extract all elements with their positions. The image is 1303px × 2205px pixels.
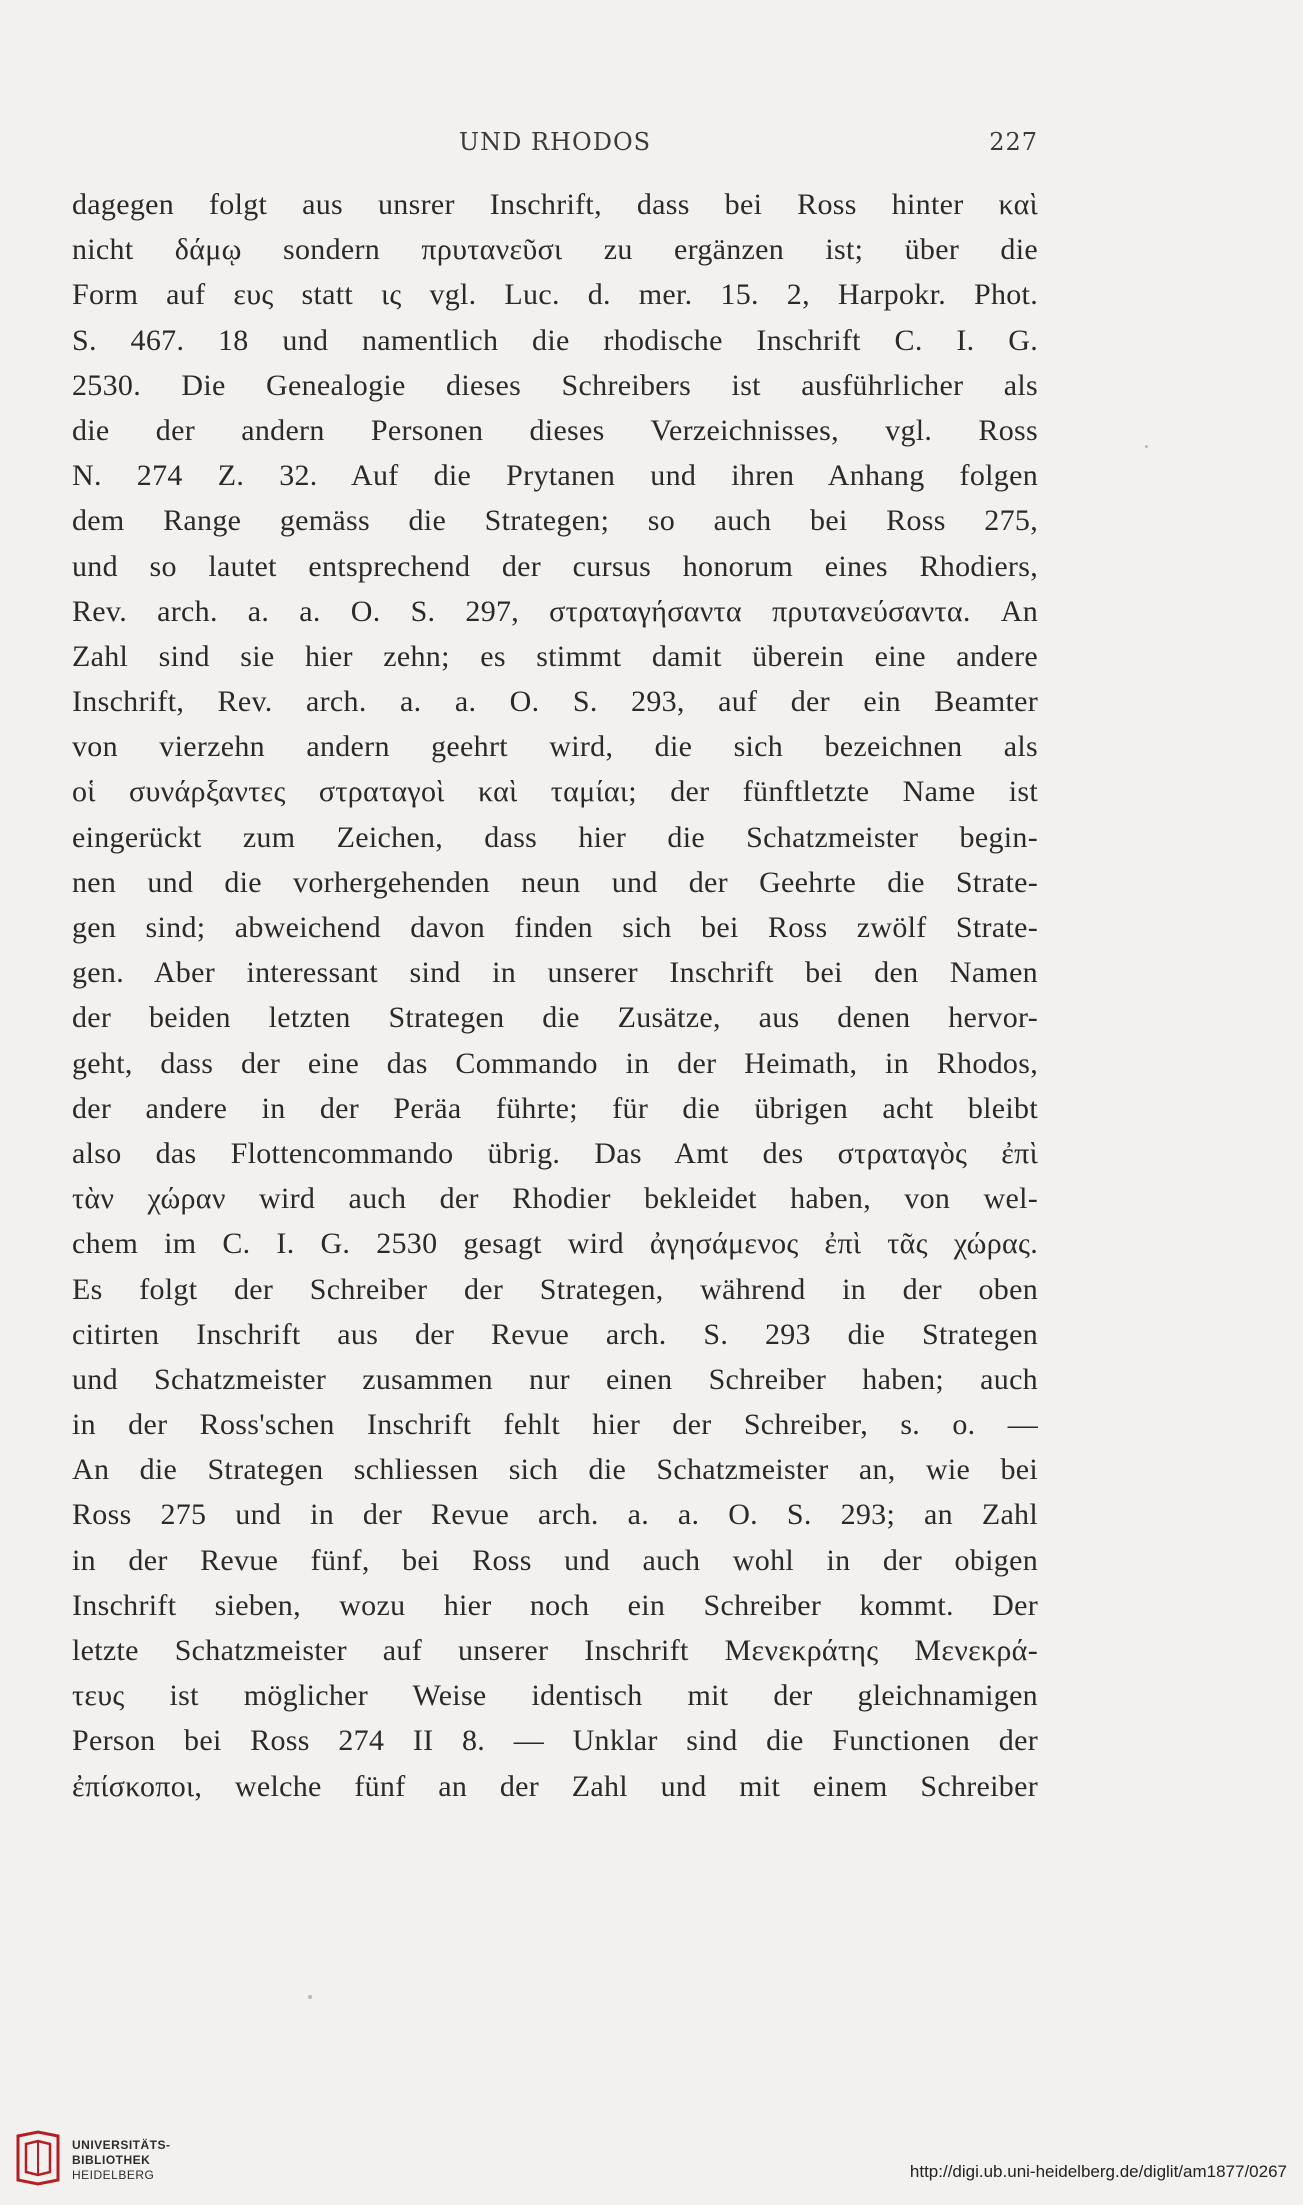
text-line: in der Ross'schen Inschrift fehlt hier der Schreiber, s. o. — bbox=[72, 1408, 1038, 1442]
library-name-line2: BIBLIOTHEK bbox=[72, 2153, 151, 2167]
paper-speck bbox=[308, 1995, 312, 1999]
text-line: Ross 275 und in der Revue arch. a. a. O. S. 293; an Zahl bbox=[72, 1498, 1038, 1532]
permalink-url[interactable]: http://digi.ub.uni-heidelberg.de/diglit/am1877/0267 bbox=[909, 2162, 1287, 2181]
text-line: von vierzehn andern geehrt wird, die sich bezeichnen als bbox=[72, 730, 1038, 764]
text-line: οἱ συνάρξαντες στραταγοὶ καὶ ταμίαι; der fünftletzte Name ist bbox=[72, 775, 1038, 809]
text-line: Form auf ευς statt ις vgl. Luc. d. mer. 15. 2, Harpokr. Phot. bbox=[72, 278, 1038, 312]
paper-speck bbox=[1145, 445, 1148, 448]
text-line: der beiden letzten Strategen die Zusätze, aus denen hervor- bbox=[72, 1001, 1038, 1035]
text-line: dagegen folgt aus unsrer Inschrift, dass bei Ross hinter καὶ bbox=[72, 188, 1038, 221]
text-line: Es folgt der Schreiber der Strategen, während in der oben bbox=[72, 1272, 1038, 1306]
text-line: Person bei Ross 274 II 8. — Unklar sind die Functionen der bbox=[72, 1724, 1038, 1758]
text-line: Rev. arch. a. a. O. S. 297, στραταγήσαντα πρυτανεύσαντα. An bbox=[72, 594, 1038, 628]
library-logo[interactable] bbox=[14, 2130, 174, 2190]
text-line: Inschrift, Rev. arch. a. a. O. S. 293, auf der ein Beamter bbox=[72, 685, 1038, 719]
text-line: gen. Aber interessant sind in unserer Inschrift bei den Namen bbox=[72, 956, 1038, 990]
library-name bbox=[72, 2138, 171, 2183]
text-line: letzte Schatzmeister auf unserer Inschrift Μενεκράτης Μενεκρά- bbox=[72, 1634, 1038, 1667]
library-name-line1: UNIVERSITÄTS- bbox=[72, 2138, 171, 2152]
text-line: An die Strategen schliessen sich die Schatzmeister an, wie bei bbox=[72, 1453, 1038, 1487]
text-line: eingerückt zum Zeichen, dass hier die Schatzmeister begin- bbox=[72, 820, 1038, 854]
running-title: UND RHODOS bbox=[458, 128, 652, 156]
body-text bbox=[72, 182, 1038, 1809]
text-line: τὰν χώραν wird auch der Rhodier bekleidet haben, von wel- bbox=[72, 1182, 1038, 1216]
text-line: τευς ist möglicher Weise identisch mit der gleichnamigen bbox=[72, 1679, 1038, 1713]
text-line: S. 467. 18 und namentlich die rhodische Inschrift C. I. G. bbox=[72, 323, 1038, 357]
text-line: dem Range gemäss die Strategen; so auch bei Ross 275, bbox=[72, 504, 1038, 538]
text-line: gen sind; abweichend davon finden sich bei Ross zwölf Strate- bbox=[72, 911, 1038, 944]
text-line: der andere in der Peräa führte; für die übrigen acht bleibt bbox=[72, 1091, 1038, 1125]
text-line: citirten Inschrift aus der Revue arch. S. 293 die Strategen bbox=[72, 1317, 1038, 1351]
running-head bbox=[72, 128, 1038, 168]
text-line: 2530. Die Genealogie dieses Schreibers ist ausführlicher als bbox=[72, 368, 1038, 402]
library-name-line3: HEIDELBERG bbox=[72, 2168, 155, 2182]
text-line: geht, dass der eine das Commando in der Heimath, in Rhodos, bbox=[72, 1046, 1038, 1080]
library-emblem-icon bbox=[14, 2130, 62, 2186]
text-line: also das Flottencommando übrig. Das Amt des στραταγὸς ἐπὶ bbox=[72, 1136, 1038, 1170]
text-line: und so lautet entsprechend der cursus honorum eines Rhodiers, bbox=[72, 549, 1038, 583]
text-line: in der Revue fünf, bei Ross und auch wohl in der obigen bbox=[72, 1543, 1038, 1577]
text-line: ἐπίσκοποι, welche fünf an der Zahl und mit einem Schreiber bbox=[72, 1769, 1038, 1803]
text-line: und Schatzmeister zusammen nur einen Schreiber haben; auch bbox=[72, 1362, 1038, 1396]
text-line: nicht δάμῳ sondern πρυτανεῦσι zu ergänzen ist; über die bbox=[72, 233, 1038, 267]
text-line: N. 274 Z. 32. Auf die Prytanen und ihren Anhang folgen bbox=[72, 459, 1038, 493]
text-line: nen und die vorhergehenden neun und der Geehrte die Strate- bbox=[72, 865, 1038, 899]
text-line: Inschrift sieben, wozu hier noch ein Schreiber kommt. Der bbox=[72, 1588, 1038, 1622]
text-line: Zahl sind sie hier zehn; es stimmt damit überein eine andere bbox=[72, 639, 1038, 673]
page-number: 227 bbox=[989, 128, 1038, 156]
text-line: chem im C. I. G. 2530 gesagt wird ἀγησάμενος ἐπὶ τᾶς χώρας. bbox=[72, 1227, 1038, 1261]
text-line: die der andern Personen dieses Verzeichnisses, vgl. Ross bbox=[72, 413, 1038, 447]
